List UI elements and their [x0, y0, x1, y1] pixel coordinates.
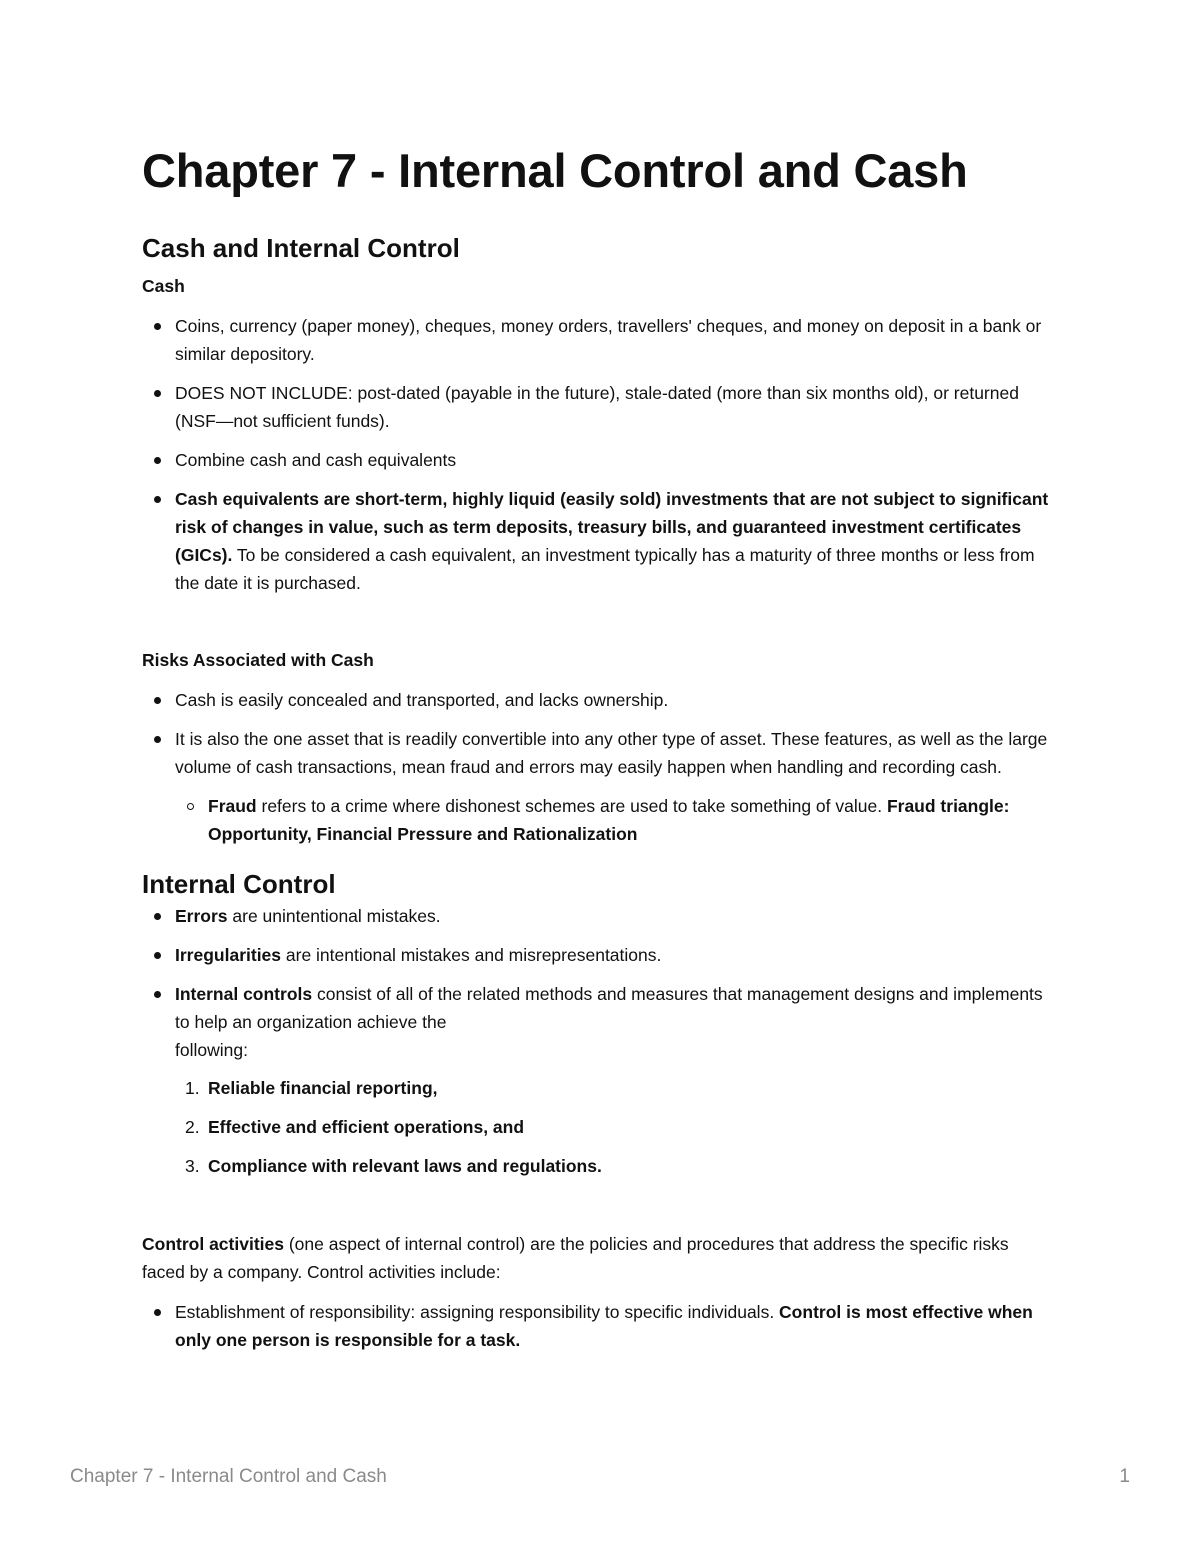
- list-item: 3. Compliance with relevant laws and regulations.: [185, 1156, 602, 1176]
- risks-list: [142, 686, 1052, 848]
- list-item: Fraud refers to a crime where dishonest schemes are used to take something of value. Fraud triangle: Opportunity, Financial Pressure and Rationalization: [175, 792, 1052, 848]
- fraud-sublist: [175, 792, 1052, 848]
- list-item: It is also the one asset that is readily convertible into any other type of asset. These features, as well as the large volume of cash transactions, mean fraud and errors may easily happen when handling and recording cash. Fraud refers to a crime where dishonest schemes are used to take something of value. Fraud triangle: Opportunity, Financial Pressure and Rationalization: [142, 725, 1052, 848]
- list-item: Cash equivalents are short-term, highly liquid (easily sold) investments that are not subject to significant risk of changes in value, such as term deposits, treasury bills, and guaranteed investment certificates (GICs). To be considered a cash equivalent, an investment typically has a maturity of three months or less from the date it is purchased.: [142, 485, 1052, 597]
- control-activities-paragraph: Control activities (one aspect of internal control) are the policies and procedures that address the specific risks faced by a company. Control activities include:: [142, 1234, 1009, 1282]
- list-item: Errors are unintentional mistakes.: [142, 902, 1052, 930]
- risks-label: Risks Associated with Cash: [142, 650, 374, 670]
- cash-list: [142, 312, 1052, 597]
- footer-title: Chapter 7 - Internal Control and Cash: [70, 1466, 387, 1487]
- section-heading-cash-and-internal-control: Cash and Internal Control: [142, 233, 460, 263]
- cash-label: Cash: [142, 276, 185, 296]
- document-page: [142, 138, 1052, 1354]
- document-title: Chapter 7 - Internal Control and Cash: [142, 144, 968, 197]
- section-heading-internal-control: Internal Control: [142, 869, 336, 899]
- list-item: Irregularities are intentional mistakes and misrepresentations.: [142, 941, 1052, 969]
- list-item: Cash is easily concealed and transported, and lacks ownership.: [142, 686, 1052, 714]
- list-item: Coins, currency (paper money), cheques, money orders, travellers' cheques, and money on deposit in a bank or similar depository.: [142, 312, 1052, 368]
- control-goals-list: [175, 1074, 1052, 1180]
- list-item: Internal controls consist of all of the related methods and measures that management designs and implements to help an organization achieve the following: 1. Reliable financial reporting, 2. Effective and efficient operations, and 3. Compliance with relevant laws and regulations.: [142, 980, 1052, 1180]
- control-activities-list: [142, 1298, 1052, 1354]
- list-item: DOES NOT INCLUDE: post-dated (payable in the future), stale-dated (more than six months old), or returned (NSF—not sufficient funds).: [142, 379, 1052, 435]
- internal-control-list: [142, 902, 1052, 1180]
- list-item: Establishment of responsibility: assigning responsibility to specific individuals. Control is most effective when only one person is responsible for a task.: [142, 1298, 1052, 1354]
- list-item: 1. Reliable financial reporting,: [185, 1078, 438, 1098]
- list-item: 2. Effective and efficient operations, and: [185, 1117, 525, 1137]
- list-item: Combine cash and cash equivalents: [142, 446, 1052, 474]
- page-number: 1: [1119, 1466, 1130, 1487]
